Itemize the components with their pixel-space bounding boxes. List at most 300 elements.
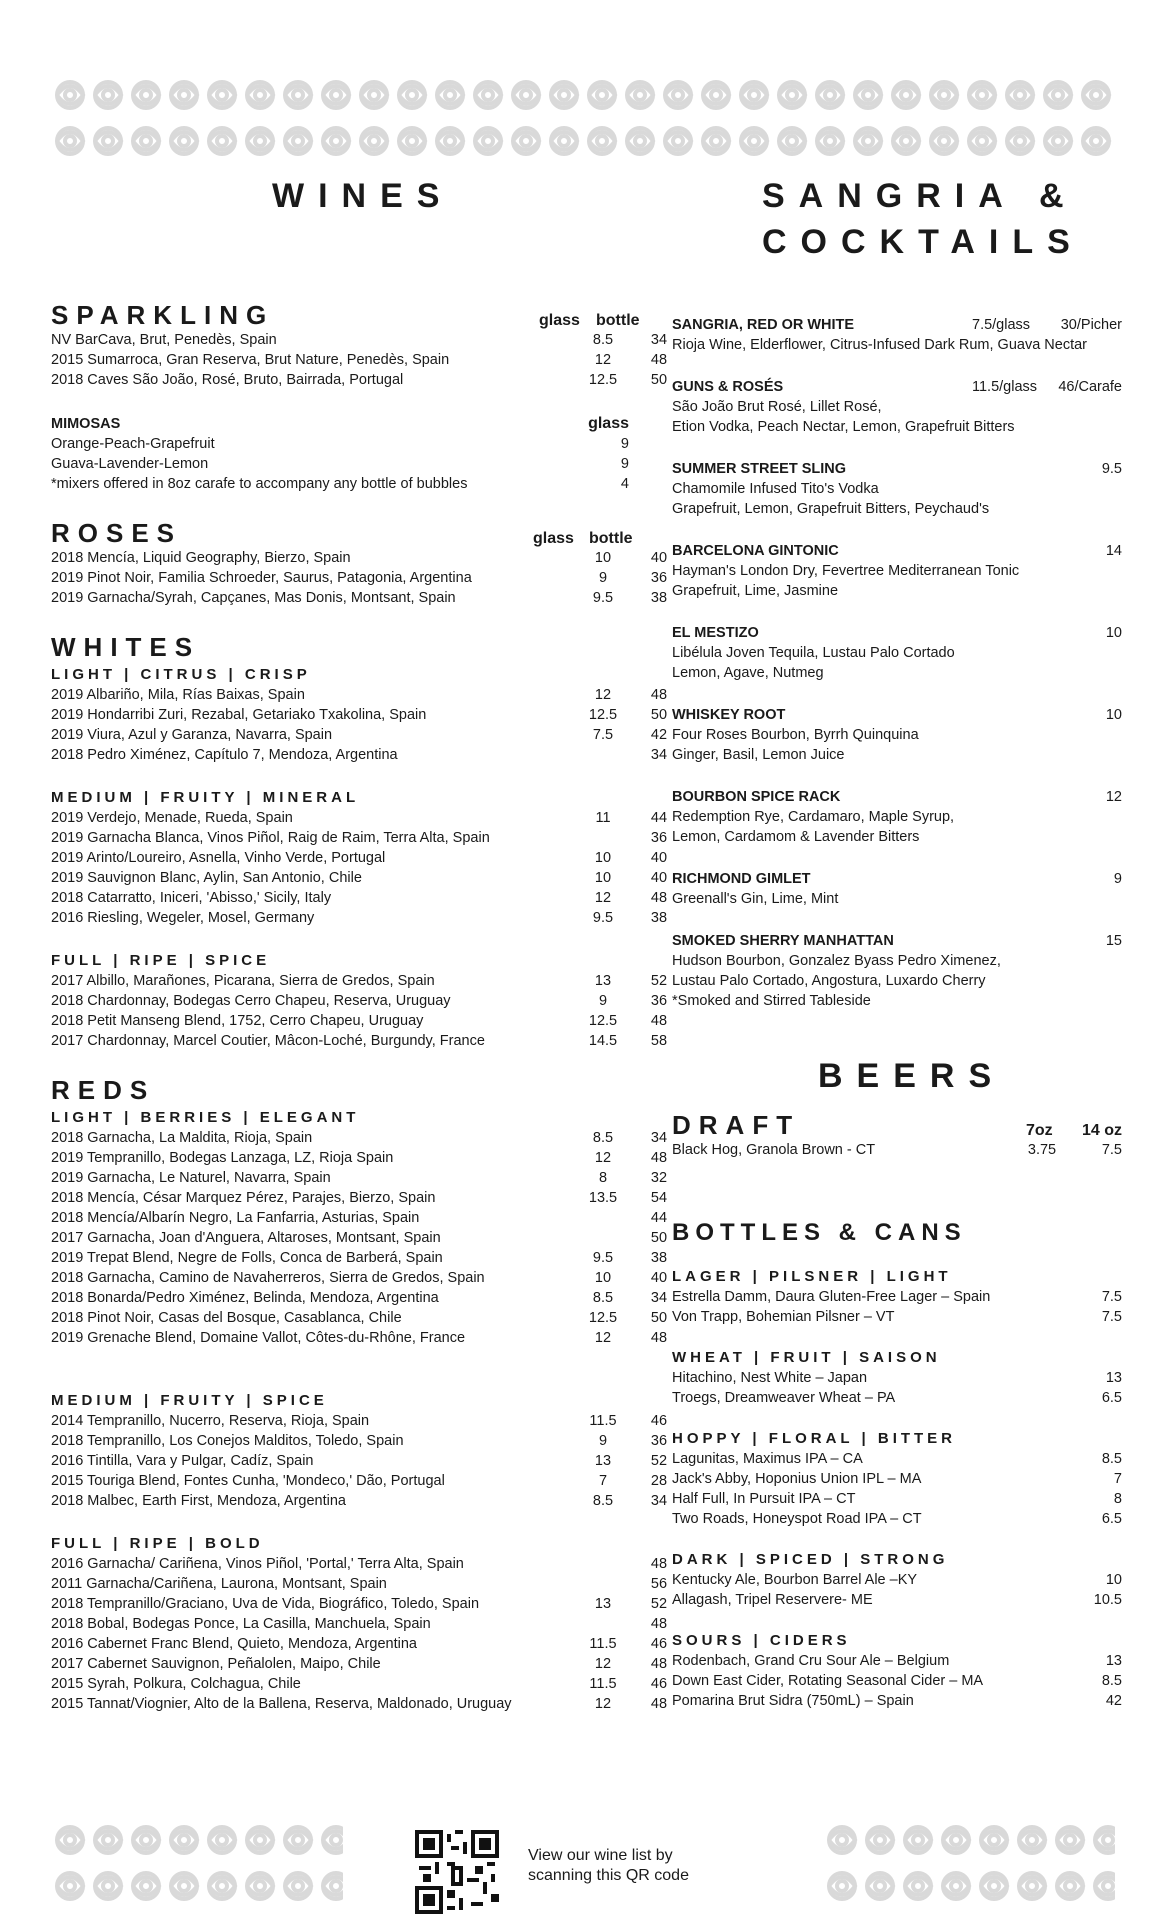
bottle-price: 34: [650, 1290, 668, 1306]
cocktail-price: 9: [1113, 871, 1122, 887]
wine-row: [51, 350, 668, 370]
wine-row: [51, 1674, 668, 1694]
cocktail-name: RICHMOND GIMLET: [672, 871, 811, 887]
glass-price: 13: [594, 1596, 612, 1612]
beer-price: 7: [1113, 1471, 1122, 1487]
beer-price: 13: [1105, 1653, 1122, 1669]
glass-price: 12.5: [588, 1013, 618, 1029]
bottle-price: 56: [650, 1576, 668, 1592]
bottle-price: 48: [650, 352, 668, 368]
bottle-price: 54: [650, 1190, 668, 1206]
cocktail-description: Greenall's Gin, Lime, Mint: [672, 891, 839, 907]
wine-row: [51, 1654, 668, 1674]
wine-name: 2018 Garnacha, Camino de Navaherreros, Sierra de Gredos, Spain: [51, 1270, 485, 1286]
wine-list: [51, 808, 668, 928]
wine-row: [51, 745, 668, 765]
cocktail-price: 30/Picher: [1060, 317, 1122, 333]
cocktail-header: [672, 377, 1122, 397]
glass-price: 9: [620, 436, 629, 452]
bottle-price: 38: [650, 590, 668, 606]
glass-price: 11.5: [589, 1636, 617, 1652]
wine-name: 2016 Riesling, Wegeler, Mosel, Germany: [51, 910, 315, 926]
wine-name: 2018 Tempranillo, Los Conejos Malditos, Toledo, Spain: [51, 1433, 404, 1449]
glass-header: glass: [533, 530, 574, 547]
bottle-price: 48: [650, 890, 668, 906]
wine-name: 2015 Syrah, Polkura, Colchagua, Chile: [51, 1676, 301, 1692]
wine-row: [51, 991, 668, 1011]
wine-row: [51, 1634, 668, 1654]
beer-price: 8.5: [1101, 1451, 1122, 1467]
bottle-price: 48: [650, 687, 668, 703]
beer-name: Lagunitas, Maximus IPA – CA: [672, 1451, 863, 1467]
sparkling-title: SPARKLING: [51, 300, 275, 330]
wines-column: [51, 300, 668, 1714]
style-subheading: FULL | RIPE | SPICE: [51, 952, 271, 969]
glass-price: 8.5: [592, 1493, 614, 1509]
wine-row: [51, 868, 668, 888]
wine-row: [51, 1411, 668, 1431]
beer-name: Rodenbach, Grand Cru Sour Ale – Belgium: [672, 1653, 950, 1669]
bottle-price: 44: [650, 810, 668, 826]
wine-name: 2018 Pinot Noir, Casas del Bosque, Casablanca, Chile: [51, 1310, 402, 1326]
bottle-price: 40: [650, 1270, 668, 1286]
cocktail-description: Etion Vodka, Peach Nectar, Lemon, Grapefruit Bitters: [672, 419, 1015, 435]
cocktail-item: [672, 705, 1122, 765]
bottle-price: 58: [650, 1033, 668, 1049]
wines-title: WINES: [272, 177, 454, 215]
wine-row: [51, 1431, 668, 1451]
bottle-price: 42: [650, 727, 668, 743]
wine-name: 2018 Bonarda/Pedro Ximénez, Belinda, Mendoza, Argentina: [51, 1290, 439, 1306]
bottle-price: 50: [650, 372, 668, 388]
beer-name: Half Full, In Pursuit IPA – CT: [672, 1491, 856, 1507]
cocktail-item: [672, 315, 1122, 355]
wine-row: [51, 1328, 668, 1348]
beer-row: [672, 1651, 1122, 1671]
draft-list: [672, 1140, 1122, 1160]
cocktail-item: [672, 541, 1122, 601]
glass-price: 9: [598, 993, 608, 1009]
beer-style-subheading: DARK | SPICED | STRONG: [672, 1551, 949, 1568]
qr-code-icon: [415, 1830, 499, 1914]
7oz-price: 3.75: [1027, 1142, 1057, 1158]
wine-row: [51, 1128, 668, 1148]
whites-groups: [51, 665, 668, 1051]
bottle-header: bottle: [596, 312, 640, 329]
ornament-pattern-icon: [823, 1817, 1115, 1909]
beer-price: 13: [1105, 1370, 1122, 1386]
glass-price: 8.5: [592, 1130, 614, 1146]
cocktail-name: BOURBON SPICE RACK: [672, 789, 841, 805]
cocktail-description: Grapefruit, Lemon, Grapefruit Bitters, Peychaud's: [672, 501, 990, 517]
draft-header: [672, 1110, 1122, 1140]
wine-name: 2019 Arinto/Loureiro, Asnella, Vinho Verde, Portugal: [51, 850, 386, 866]
mimosas-list: [51, 434, 643, 494]
cocktail-description: Lemon, Cardamom & Lavender Bitters: [672, 829, 920, 845]
beer-row: [672, 1590, 1122, 1610]
wine-row: [51, 1031, 668, 1051]
wine-name: 2019 Grenache Blend, Domaine Vallot, Côtes-du-Rhône, France: [51, 1330, 466, 1346]
wine-name: 2017 Cabernet Sauvignon, Peñalolen, Maipo, Chile: [51, 1656, 381, 1672]
wine-list: [51, 971, 668, 1051]
cocktail-header: [672, 931, 1122, 951]
bottle-price: 52: [650, 973, 668, 989]
wine-row: [51, 1554, 668, 1574]
style-subheading: LIGHT | BERRIES | ELEGANT: [51, 1109, 360, 1126]
bottle-price: 40: [650, 550, 668, 566]
beer-price: 10.5: [1093, 1592, 1122, 1608]
14oz-header: 14 oz: [1081, 1122, 1122, 1139]
glass-price: 14.5: [588, 1033, 618, 1049]
wine-row: [51, 685, 668, 705]
roses-title: ROSES: [51, 518, 183, 548]
sangria-title-line2: COCKTAILS: [762, 223, 1084, 261]
sangria-title-line1: SANGRIA &: [762, 177, 1078, 215]
cocktail-price: 14: [1105, 543, 1122, 559]
bottom-left-pattern: [51, 1817, 343, 1909]
bottle-header: bottle: [589, 530, 633, 547]
bottle-price: 48: [650, 1616, 668, 1632]
bottle-price: 44: [650, 1210, 668, 1226]
ornament-pattern-icon: [51, 72, 1115, 164]
wine-name: 2019 Garnacha, Le Naturel, Navarra, Spain: [51, 1170, 331, 1186]
glass-price: 8.5: [592, 332, 614, 348]
cocktail-item: [672, 459, 1122, 519]
bottle-price: 50: [650, 707, 668, 723]
wine-name: 2018 Mencía/Albarín Negro, La Fanfarria, Asturias, Spain: [51, 1210, 420, 1226]
glass-price: 12: [594, 890, 612, 906]
beer-price: 6.5: [1101, 1511, 1122, 1527]
glass-price: 9.5: [592, 1250, 614, 1266]
wine-name: 2016 Tintilla, Vara y Pulgar, Cadíz, Spain: [51, 1453, 314, 1469]
wine-name: 2015 Sumarroca, Gran Reserva, Brut Nature, Penedès, Spain: [51, 352, 450, 368]
wine-name: 2018 Petit Manseng Blend, 1752, Cerro Chapeu, Uruguay: [51, 1013, 424, 1029]
cocktail-name: BARCELONA GINTONIC: [672, 543, 839, 559]
wine-name: 2016 Cabernet Franc Blend, Quieto, Mendoza, Argentina: [51, 1636, 417, 1652]
wine-row: [51, 888, 668, 908]
cocktail-description: Rioja Wine, Elderflower, Citrus-Infused Dark Rum, Guava Nectar: [672, 337, 1088, 353]
wine-row: [51, 1451, 668, 1471]
cocktail-description: Ginger, Basil, Lemon Juice: [672, 747, 845, 763]
bottle-price: 48: [650, 1556, 668, 1572]
wine-name: 2019 Hondarribi Zuri, Rezabal, Getariako Txakolina, Spain: [51, 707, 427, 723]
bottle-price: 34: [650, 332, 668, 348]
glass-price: 8: [598, 1170, 608, 1186]
draft-row: [672, 1140, 1122, 1160]
cocktail-item: [672, 869, 1122, 909]
wine-row: [51, 370, 668, 390]
glass-price: 13: [594, 1453, 612, 1469]
bottles-groups: [672, 1267, 1122, 1711]
wine-list: [51, 1128, 668, 1348]
wine-name: 2011 Garnacha/Cariñena, Laurona, Montsant, Spain: [51, 1576, 387, 1592]
cocktail-header: [672, 315, 1122, 335]
beer-name: Kentucky Ale, Bourbon Barrel Ale –KY: [672, 1572, 918, 1588]
sparkling-list: [51, 330, 668, 390]
cocktail-name: GUNS & ROSÉS: [672, 379, 784, 395]
glass-price: 12.5: [588, 1310, 618, 1326]
glass-price: 9: [598, 1433, 608, 1449]
top-pattern: [51, 72, 1115, 164]
14oz-price: 7.5: [1101, 1142, 1122, 1158]
ornament-pattern-icon: [51, 1817, 343, 1909]
wine-row: [51, 1268, 668, 1288]
wine-row: [51, 848, 668, 868]
cocktail-item: [672, 377, 1122, 437]
cocktail-price: 9.5: [1101, 461, 1122, 477]
wine-row: [51, 1308, 668, 1328]
cocktail-item: [672, 787, 1122, 847]
wine-row: [51, 568, 668, 588]
mimosa-row: [51, 454, 643, 474]
glass-price: 12: [594, 1656, 612, 1672]
beer-name: Black Hog, Granola Brown - CT: [672, 1142, 876, 1158]
bottle-price: 36: [650, 830, 668, 846]
mimosa-name: Guava-Lavender-Lemon: [51, 456, 209, 472]
bottle-price: 40: [650, 870, 668, 886]
mimosas-title: MIMOSAS: [51, 416, 121, 432]
wine-name: 2018 Mencía, César Marquez Pérez, Parajes, Bierzo, Spain: [51, 1190, 436, 1206]
cocktail-description: *Smoked and Stirred Tableside: [672, 993, 871, 1009]
wine-name: 2018 Garnacha, La Maldita, Rioja, Spain: [51, 1130, 313, 1146]
beer-name: Down East Cider, Rotating Seasonal Cider – MA: [672, 1673, 984, 1689]
bottle-price: 48: [650, 1330, 668, 1346]
cocktail-header: [672, 623, 1122, 643]
wine-name: 2018 Caves São João, Rosé, Bruto, Bairrada, Portugal: [51, 372, 404, 388]
cocktail-price-glass: 11.5/glass: [972, 379, 1038, 395]
style-subheading: FULL | RIPE | BOLD: [51, 1535, 264, 1552]
mimosas-header: [51, 414, 643, 434]
bottle-price: 46: [650, 1636, 668, 1652]
glass-price: 13.5: [588, 1190, 618, 1206]
wine-row: [51, 1208, 668, 1228]
bottles-cans-title: BOTTLES & CANS: [672, 1219, 967, 1246]
beer-style-subheading: SOURS | CIDERS: [672, 1632, 851, 1649]
roses-header: [51, 518, 643, 548]
beers-title: BEERS: [818, 1057, 1006, 1095]
wine-name: 2016 Garnacha/ Cariñena, Vinos Piñol, 'Portal,' Terra Alta, Spain: [51, 1556, 464, 1572]
cocktail-header: [672, 787, 1122, 807]
beer-price: 42: [1105, 1693, 1122, 1709]
beer-price: 6.5: [1101, 1390, 1122, 1406]
cocktail-name: SMOKED SHERRY MANHATTAN: [672, 933, 894, 949]
beer-row: [672, 1287, 1122, 1307]
cocktail-description: Chamomile Infused Tito's Vodka: [672, 481, 879, 497]
beer-style-subheading: LAGER | PILSNER | LIGHT: [672, 1268, 952, 1285]
wine-list: [51, 685, 668, 765]
glass-price: 12.5: [588, 707, 618, 723]
reds-title: REDS: [51, 1075, 156, 1105]
beer-name: Estrella Damm, Daura Gluten-Free Lager – Spain: [672, 1289, 991, 1305]
bottom-right-pattern: [823, 1817, 1115, 1909]
bottle-price: 36: [650, 570, 668, 586]
wine-list: [51, 1411, 668, 1511]
cocktail-price: 10: [1105, 707, 1122, 723]
beer-row: [672, 1671, 1122, 1691]
glass-price: 7: [598, 1473, 608, 1489]
wine-name: 2019 Viura, Azul y Garanza, Navarra, Spain: [51, 727, 333, 743]
bottle-price: 50: [650, 1310, 668, 1326]
wine-row: [51, 1168, 668, 1188]
cocktail-item: [672, 931, 1122, 1011]
wine-row: [51, 1694, 668, 1714]
sparkling-header: [51, 300, 643, 330]
wine-row: [51, 1594, 668, 1614]
qr-caption-line2: scanning this QR code: [528, 1867, 689, 1884]
qr-code[interactable]: [415, 1830, 499, 1914]
glass-price: 8.5: [592, 1290, 614, 1306]
style-subheading: LIGHT | CITRUS | CRISP: [51, 666, 311, 683]
wine-name: 2018 Catarratto, Iniceri, 'Abisso,' Sicily, Italy: [51, 890, 332, 906]
wine-row: [51, 1574, 668, 1594]
beer-style-subheading: WHEAT | FRUIT | SAISON: [672, 1349, 941, 1366]
wine-row: [51, 971, 668, 991]
beer-name: Allagash, Tripel Reservere- ME: [672, 1592, 873, 1608]
wine-row: [51, 808, 668, 828]
glass-header: glass: [588, 415, 629, 432]
draft-title: DRAFT: [672, 1110, 801, 1140]
beer-row: [672, 1307, 1122, 1327]
wine-name: 2019 Garnacha Blanca, Vinos Piñol, Raig de Raim, Terra Alta, Spain: [51, 830, 490, 846]
cocktail-description: Lustau Palo Cortado, Angostura, Luxardo Cherry: [672, 973, 986, 989]
wine-row: [51, 1491, 668, 1511]
beer-name: Troegs, Dreamweaver Wheat – PA: [672, 1390, 896, 1406]
beer-name: Pomarina Brut Sidra (750mL) – Spain: [672, 1693, 914, 1709]
glass-price: 12: [594, 352, 612, 368]
wine-row: [51, 588, 668, 608]
glass-price: 10: [594, 850, 612, 866]
cocktail-price-glass: 7.5/glass: [972, 317, 1031, 333]
glass-price: 12: [594, 687, 612, 703]
bottle-price: 36: [650, 1433, 668, 1449]
glass-price: 10: [594, 870, 612, 886]
wine-row: [51, 1614, 668, 1634]
cocktail-header: [672, 541, 1122, 561]
glass-price: 7.5: [592, 727, 614, 743]
wine-name: 2019 Verdejo, Menade, Rueda, Spain: [51, 810, 293, 826]
wine-row: [51, 1148, 668, 1168]
cocktail-header: [672, 459, 1122, 479]
wine-name: 2018 Chardonnay, Bodegas Cerro Chapeu, Reserva, Uruguay: [51, 993, 451, 1009]
cocktail-name: EL MESTIZO: [672, 625, 759, 641]
wine-name: 2018 Bobal, Bodegas Ponce, La Casilla, Manchuela, Spain: [51, 1616, 431, 1632]
wine-name: 2019 Garnacha/Syrah, Capçanes, Mas Donis, Montsant, Spain: [51, 590, 456, 606]
bottle-price: 34: [650, 1130, 668, 1146]
7oz-header: 7oz: [1026, 1122, 1053, 1139]
roses-list: [51, 548, 668, 608]
bottle-price: 38: [650, 1250, 668, 1266]
glass-price: 11.5: [589, 1413, 617, 1429]
wine-name: 2014 Tempranillo, Nucerro, Reserva, Rioja, Spain: [51, 1413, 370, 1429]
mimosa-name: Orange-Peach-Grapefruit: [51, 436, 215, 452]
bottle-price: 52: [650, 1453, 668, 1469]
mimosa-row: [51, 434, 643, 454]
wine-name: 2019 Albariño, Mila, Rías Baixas, Spain: [51, 687, 305, 703]
wine-name: 2019 Pinot Noir, Familia Schroeder, Saurus, Patagonia, Argentina: [51, 570, 472, 586]
wine-row: [51, 725, 668, 745]
beer-row: [672, 1449, 1122, 1469]
wine-row: [51, 1471, 668, 1491]
cocktail-name: WHISKEY ROOT: [672, 707, 786, 723]
cocktail-price: 46/Carafe: [1058, 379, 1122, 395]
bottle-price: 32: [650, 1170, 668, 1186]
cocktail-name: SANGRIA, RED OR WHITE: [672, 317, 855, 333]
wine-row: [51, 1248, 668, 1268]
wine-row: [51, 330, 668, 350]
bottle-price: 38: [650, 910, 668, 926]
wine-name: 2018 Mencía, Liquid Geography, Bierzo, Spain: [51, 550, 351, 566]
beer-price: 8.5: [1101, 1673, 1122, 1689]
beer-row: [672, 1509, 1122, 1529]
whites-title: WHITES: [51, 632, 201, 662]
bottle-price: 48: [650, 1013, 668, 1029]
cocktail-header: [672, 869, 1122, 889]
bottle-price: 48: [650, 1656, 668, 1672]
wine-row: [51, 908, 668, 928]
wine-row: [51, 828, 668, 848]
glass-price: 9: [598, 570, 608, 586]
glass-price: 9: [620, 456, 629, 472]
wine-name: 2019 Trepat Blend, Negre de Folls, Conca de Barberá, Spain: [51, 1250, 443, 1266]
beer-price: 10: [1105, 1572, 1122, 1588]
bottle-price: 48: [650, 1150, 668, 1166]
cocktail-description: Hayman's London Dry, Fevertree Mediterranean Tonic: [672, 563, 1020, 579]
glass-price: 9.5: [592, 910, 614, 926]
wine-name: NV BarCava, Brut, Penedès, Spain: [51, 332, 277, 348]
beer-name: Hitachino, Nest White – Japan: [672, 1370, 868, 1386]
mimosa-name: *mixers offered in 8oz carafe to accompany any bottle of bubbles: [51, 476, 468, 492]
qr-caption-line1: View our wine list by: [528, 1847, 673, 1864]
glass-price: 4: [620, 476, 629, 492]
beer-style-subheading: HOPPY | FLORAL | BITTER: [672, 1430, 957, 1447]
wine-row: [51, 1228, 668, 1248]
wine-row: [51, 705, 668, 725]
beer-price: 8: [1113, 1491, 1122, 1507]
glass-price: 13: [594, 973, 612, 989]
beers-column: [672, 1110, 1122, 1711]
cocktail-header: [672, 705, 1122, 725]
bottle-price: 36: [650, 993, 668, 1009]
bottle-price: 46: [650, 1413, 668, 1429]
glass-price: 10: [594, 1270, 612, 1286]
reds-groups: [51, 1108, 668, 1714]
wine-name: 2017 Chardonnay, Marcel Coutier, Mâcon-Loché, Burgundy, France: [51, 1033, 485, 1049]
beer-name: Von Trapp, Bohemian Pilsner – VT: [672, 1309, 895, 1325]
glass-price: 10: [594, 550, 612, 566]
bottle-price: 28: [650, 1473, 668, 1489]
cocktail-description: Four Roses Bourbon, Byrrh Quinquina: [672, 727, 919, 743]
cocktail-price: 15: [1105, 933, 1122, 949]
glass-price: 9.5: [592, 590, 614, 606]
bottle-price: 52: [650, 1596, 668, 1612]
glass-price: 12.5: [588, 372, 618, 388]
beer-row: [672, 1469, 1122, 1489]
wine-name: 2018 Tempranillo/Graciano, Uva de Vida, Biográfico, Toledo, Spain: [51, 1596, 480, 1612]
beer-row: [672, 1489, 1122, 1509]
wine-name: 2018 Pedro Ximénez, Capítulo 7, Mendoza, Argentina: [51, 747, 398, 763]
cocktail-description: Grapefruit, Lime, Jasmine: [672, 583, 839, 599]
bottle-price: 46: [650, 1676, 668, 1692]
beer-row: [672, 1691, 1122, 1711]
bottle-price: 34: [650, 1493, 668, 1509]
style-subheading: MEDIUM | FRUITY | MINERAL: [51, 789, 360, 806]
wine-list: [51, 1554, 668, 1714]
beer-price: 7.5: [1101, 1289, 1122, 1305]
cocktail-price: 10: [1105, 625, 1122, 641]
wine-name: 2018 Malbec, Earth First, Mendoza, Argentina: [51, 1493, 346, 1509]
glass-header: glass: [539, 312, 580, 329]
wine-row: [51, 1188, 668, 1208]
